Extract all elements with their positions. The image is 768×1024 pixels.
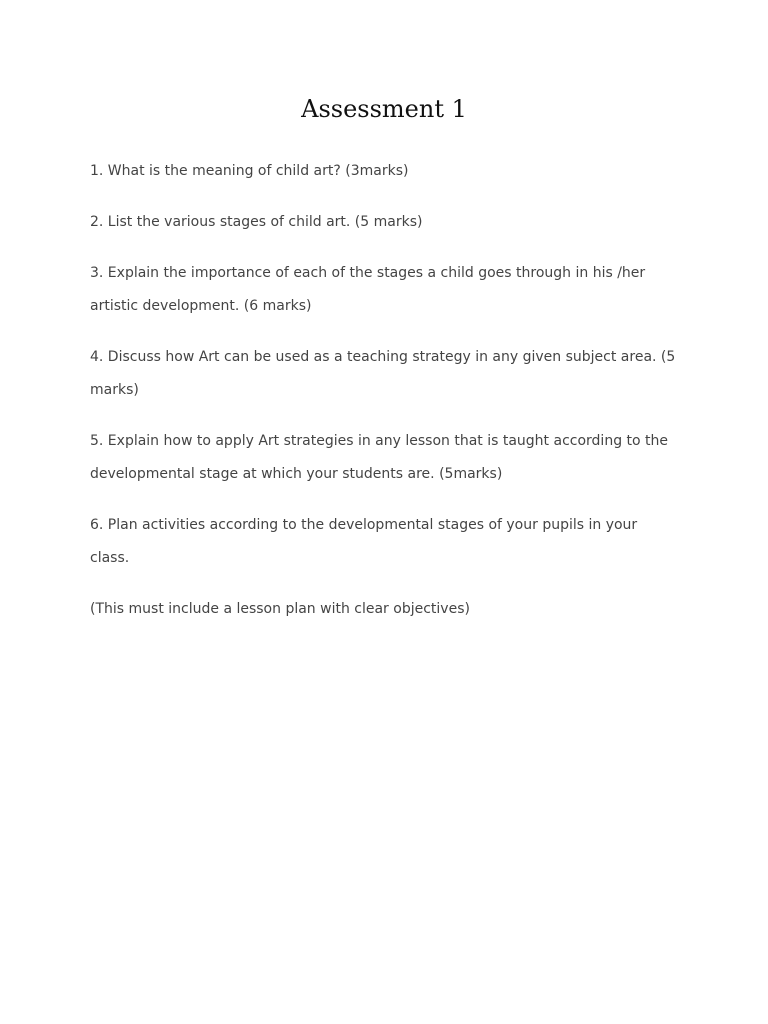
page-title: Assessment 1: [301, 95, 467, 123]
question-3: 3. Explain the importance of each of the stages a child goes through in his /her artistic development. (6 marks): [90, 265, 646, 314]
question-list: [90, 155, 678, 626]
question-1: 1. What is the meaning of child art? (3marks): [90, 163, 409, 179]
question-4: 4. Discuss how Art can be used as a teaching strategy in any given subject area. (5 marks): [90, 349, 676, 398]
question-6-note: (This must include a lesson plan with clear objectives): [90, 601, 470, 617]
question-2: 2. List the various stages of child art. (5 marks): [90, 214, 423, 230]
question-6: 6. Plan activities according to the developmental stages of your pupils in your class.: [90, 517, 638, 566]
question-5: 5. Explain how to apply Art strategies in any lesson that is taught according to the developmental stage at which your students are. (5marks): [90, 433, 669, 482]
